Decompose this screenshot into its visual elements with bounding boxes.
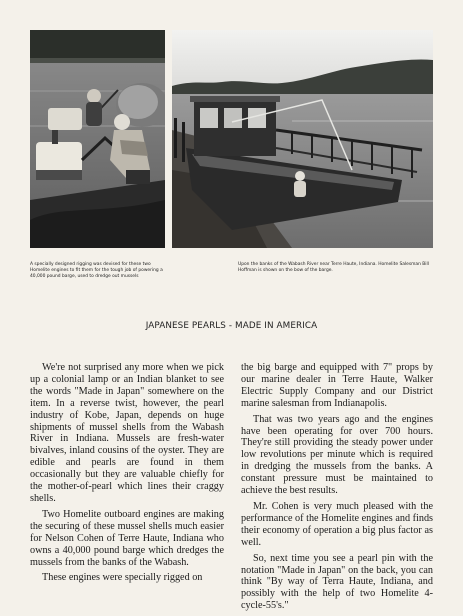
article-column-left xyxy=(30,362,224,588)
article-headline: JAPANESE PEARLS - MADE IN AMERICA xyxy=(145,321,318,331)
caption-right: Upon the banks of the Wabash River near Terre Haute, Indiana. Homelite Salesman Bill Hoffman is shown on the bow of the barge. xyxy=(238,262,429,273)
barge-photo-illustration xyxy=(172,30,433,248)
article-column-right xyxy=(241,362,433,616)
caption-left: A specially designed rigging was devised for these two Homelite engines to fit them for the tough job of powering a 40,000 pound barge, used to dredge out mussels xyxy=(30,262,163,279)
paragraph: the big barge and equipped with 7" props by our marine dealer in Terre Haute, Walker Electric Supply Company and our District marine salesman from Indianapolis. xyxy=(241,362,433,409)
engines-photo-illustration xyxy=(30,30,165,248)
paragraph: Mr. Cohen is very much pleased with the performance of the Homelite engines and finds their economy of operation a big plus factor as well. xyxy=(241,500,433,548)
paragraph: These engines were specially rigged on xyxy=(42,572,203,584)
paragraph: That was two years ago and the engines have been operating for over 700 hours. They're still providing the steady power under low revolutions per minute which is required in dredging the mussels from the banks. A constant pressure must be maintained to achieve the best results. xyxy=(241,413,433,497)
paragraph: We're not surprised any more when we pick up a colonial lamp or an Indian blanket to see the words "Made in Japan" somewhere on the item. In a reverse twist, however, the pearl industry of Kobe, Japan, depends on huge shipments of mussel shells from the Wabash River in Indiana. Mussels are fresh-water bivalves, inland cousins of the oyster. They are edible and pearls are found in them occasionally but they are valuable chiefly for the mother-of-pearl which lines their craggy shells. xyxy=(30,362,224,504)
photo-barge-on-river xyxy=(172,30,433,248)
paragraph: So, next time you see a pearl pin with the notation "Made in Japan" on the back, you can think "By way of Terra Haute, Indiana, and possibly with the help of two Homelite 4-cycle-55's." xyxy=(241,552,433,612)
photo-engines-on-barge xyxy=(30,30,165,248)
paragraph: Two Homelite outboard engines are making the securing of these mussel shells much easier for Nelson Cohen of Terre Haute, Indiana who owns a 40,000 pound barge which dredges the mussels from the banks of the Wabash. xyxy=(30,508,224,568)
